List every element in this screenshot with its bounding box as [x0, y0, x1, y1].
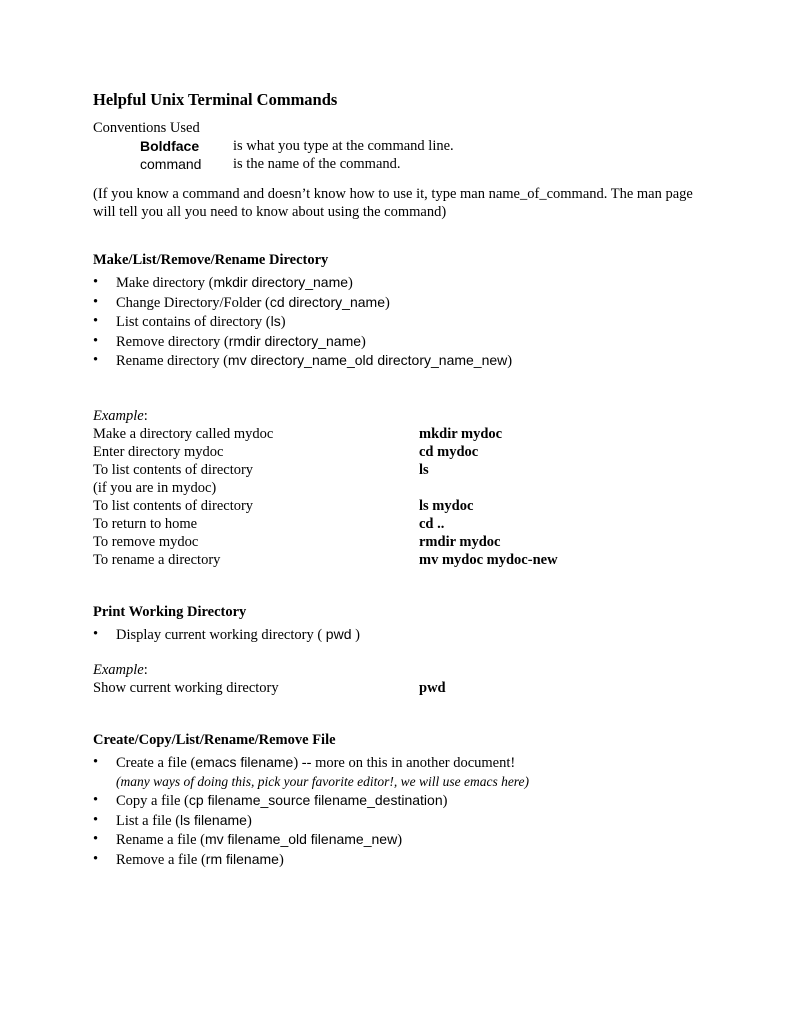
convention-desc: is what you type at the command line. [233, 138, 454, 154]
bullet-list [93, 273, 733, 371]
example-row [93, 515, 733, 533]
item-command: rmdir directory_name [228, 332, 362, 349]
example-block [93, 407, 733, 569]
example-row [93, 461, 733, 479]
convention-row [93, 137, 733, 155]
example-label: Example: [93, 407, 148, 424]
example-row [93, 479, 733, 497]
item-text: Copy a file ( [116, 793, 189, 809]
list-item [93, 830, 733, 850]
item-command: mkdir directory_name [213, 274, 349, 290]
item-text: Rename directory ( [116, 353, 228, 369]
example-cmd: rmdir mydoc [419, 533, 501, 550]
document-page [93, 89, 733, 869]
item-text-after: ) [278, 851, 284, 868]
example-desc: (if you are in mydoc) [93, 479, 217, 496]
convention-row [93, 155, 733, 173]
bullet-icon: • [93, 754, 99, 770]
list-item [93, 791, 733, 811]
list-item [93, 332, 733, 352]
item-command: ls [270, 313, 281, 329]
example-desc: To rename a directory [93, 551, 221, 568]
conventions-heading: Conventions Used [93, 120, 200, 136]
bullet-icon: • [93, 332, 99, 349]
example-desc: Show current working directory [93, 680, 279, 696]
item-command: rm filename [205, 850, 279, 867]
example-desc: To return to home [93, 515, 198, 532]
bullet-icon: • [93, 831, 99, 847]
item-command: ls filename [180, 811, 247, 828]
example-desc: To list contents of directory [93, 497, 254, 514]
list-item [93, 850, 733, 870]
item-text: Remove a file ( [116, 851, 206, 868]
item-subnote: (many ways of doing this, pick your favorite editor!, we will use emacs here) [116, 773, 530, 789]
item-text-after: ) -- more on this in another document! [293, 755, 516, 771]
section-heading: Create/Copy/List/Rename/Remove File [93, 732, 336, 748]
section-heading: Print Working Directory [93, 603, 247, 620]
example-row [93, 497, 733, 515]
item-text-after: ) [442, 793, 448, 809]
convention-term: command [140, 156, 202, 172]
man-page-note: (If you know a command and doesn’t know how to use it, type man name_of_command. The man page will tell you all you need to know about using the command) [93, 186, 693, 220]
conventions-block [93, 119, 733, 173]
example-row [93, 533, 733, 551]
item-text-after: ) [246, 812, 252, 829]
bullet-list [93, 753, 733, 869]
convention-desc: is the name of the command. [233, 156, 401, 172]
list-item [93, 273, 733, 293]
example-block [93, 661, 733, 697]
item-text-after: ) [397, 832, 403, 848]
list-item [93, 351, 733, 371]
item-text-after: ) [280, 314, 286, 330]
convention-term: Boldface [140, 138, 200, 154]
section-pwd [93, 603, 733, 698]
section-directory [93, 251, 733, 569]
list-item [93, 293, 733, 313]
item-text: Display current working directory ( [116, 626, 326, 643]
bullet-icon: • [93, 811, 99, 828]
example-row [93, 443, 733, 461]
item-text: Remove directory ( [116, 333, 229, 350]
example-desc: Enter directory mydoc [93, 443, 224, 460]
item-command: cp filename_source filename_destination [188, 792, 443, 808]
example-cmd: pwd [419, 680, 446, 696]
item-text-after: ) [351, 626, 360, 643]
bullet-icon: • [93, 850, 99, 867]
bullet-icon: • [93, 625, 99, 642]
example-cmd: mv mydoc mydoc-new [419, 551, 558, 568]
item-text-after: ) [507, 353, 513, 369]
example-cmd: mkdir mydoc [419, 425, 503, 442]
section-heading: Make/List/Remove/Rename Directory [93, 252, 329, 268]
example-cmd: ls mydoc [419, 497, 474, 514]
item-text-after: ) [348, 275, 353, 291]
bullet-icon: • [93, 352, 99, 368]
bullet-icon: • [93, 313, 99, 329]
example-desc: Make a directory called mydoc [93, 425, 274, 442]
item-command: mv directory_name_old directory_name_new [227, 352, 508, 368]
page-title: Helpful Unix Terminal Commands [93, 90, 338, 109]
item-command: mv filename_old filename_new [204, 831, 398, 847]
example-row [93, 679, 733, 697]
item-text-after: ) [361, 333, 366, 350]
item-text: Rename a file ( [116, 832, 205, 848]
item-command: pwd [325, 625, 352, 642]
list-item [93, 625, 733, 645]
example-row [93, 425, 733, 443]
item-text: Change Directory/Folder ( [116, 294, 270, 311]
item-text: Create a file ( [116, 755, 196, 771]
list-item [93, 312, 733, 332]
example-cmd: ls [419, 461, 429, 478]
item-text: List contains of directory ( [116, 314, 271, 330]
example-label: Example: [93, 662, 148, 678]
example-desc: To list contents of directory [93, 461, 254, 478]
example-row [93, 551, 733, 569]
section-file [93, 731, 733, 869]
item-command: cd directory_name [269, 293, 385, 310]
bullet-icon: • [93, 274, 99, 290]
example-desc: To remove mydoc [93, 533, 199, 550]
item-text: List a file ( [116, 812, 181, 829]
item-text: Make directory ( [116, 275, 214, 291]
list-item [93, 753, 733, 791]
item-command: emacs filename [195, 754, 294, 770]
bullet-icon: • [93, 293, 99, 310]
list-item [93, 811, 733, 831]
bullet-icon: • [93, 792, 99, 808]
item-text-after: ) [385, 294, 390, 311]
bullet-list [93, 625, 733, 645]
example-cmd: cd .. [419, 515, 445, 532]
example-cmd: cd mydoc [419, 443, 479, 460]
